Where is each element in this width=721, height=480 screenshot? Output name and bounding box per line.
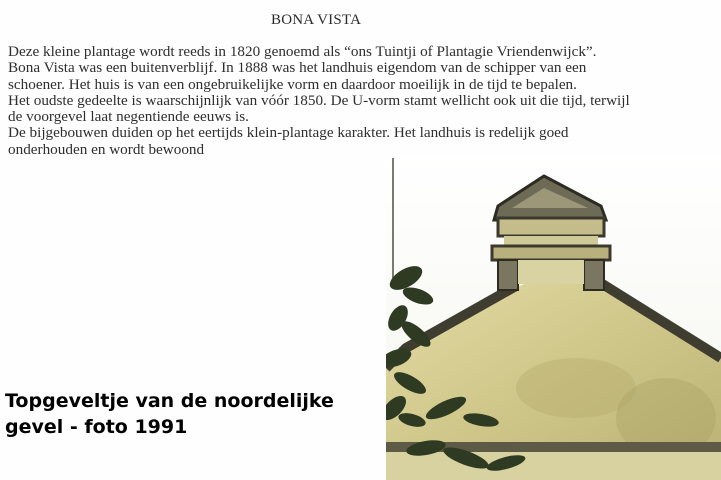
body-line: Het oudste gedeelte is waarschijnlijk van vóór 1850. De U-vorm stamt wellicht ook uit die tijd, terwijl (8, 91, 630, 109)
caption-line: gevel - foto 1991 (5, 416, 188, 438)
gable-photo (386, 158, 721, 480)
document-body (8, 44, 720, 158)
body-line: De bijgebouwen duiden op het eertijds klein-plantage karakter. Het landhuis is redelijk goed (8, 124, 569, 142)
caption-line: Topgeveltje van de noordelijke (5, 390, 334, 412)
pole (392, 158, 394, 278)
photo-caption (5, 388, 365, 440)
document-title: BONA VISTA (271, 12, 362, 28)
body-line: de voorgevel laat negentiende eeuws is. (8, 108, 249, 126)
body-line: onderhouden en wordt bewoond (8, 140, 205, 158)
body-line: Bona Vista was een buitenverblijf. In 1888 was het landhuis eigendom van de schipper van een (8, 59, 587, 77)
body-line: schoener. Het huis is van een ongebruikelijke vorm en daardoor moeilijk in de tijd te bepalen. (8, 75, 577, 93)
body-line: Deze kleine plantage wordt reeds in 1820 genoemd als “ons Tuintji of Plantagie Vriendenwijck”. (8, 43, 597, 60)
lower-wall (386, 452, 721, 480)
